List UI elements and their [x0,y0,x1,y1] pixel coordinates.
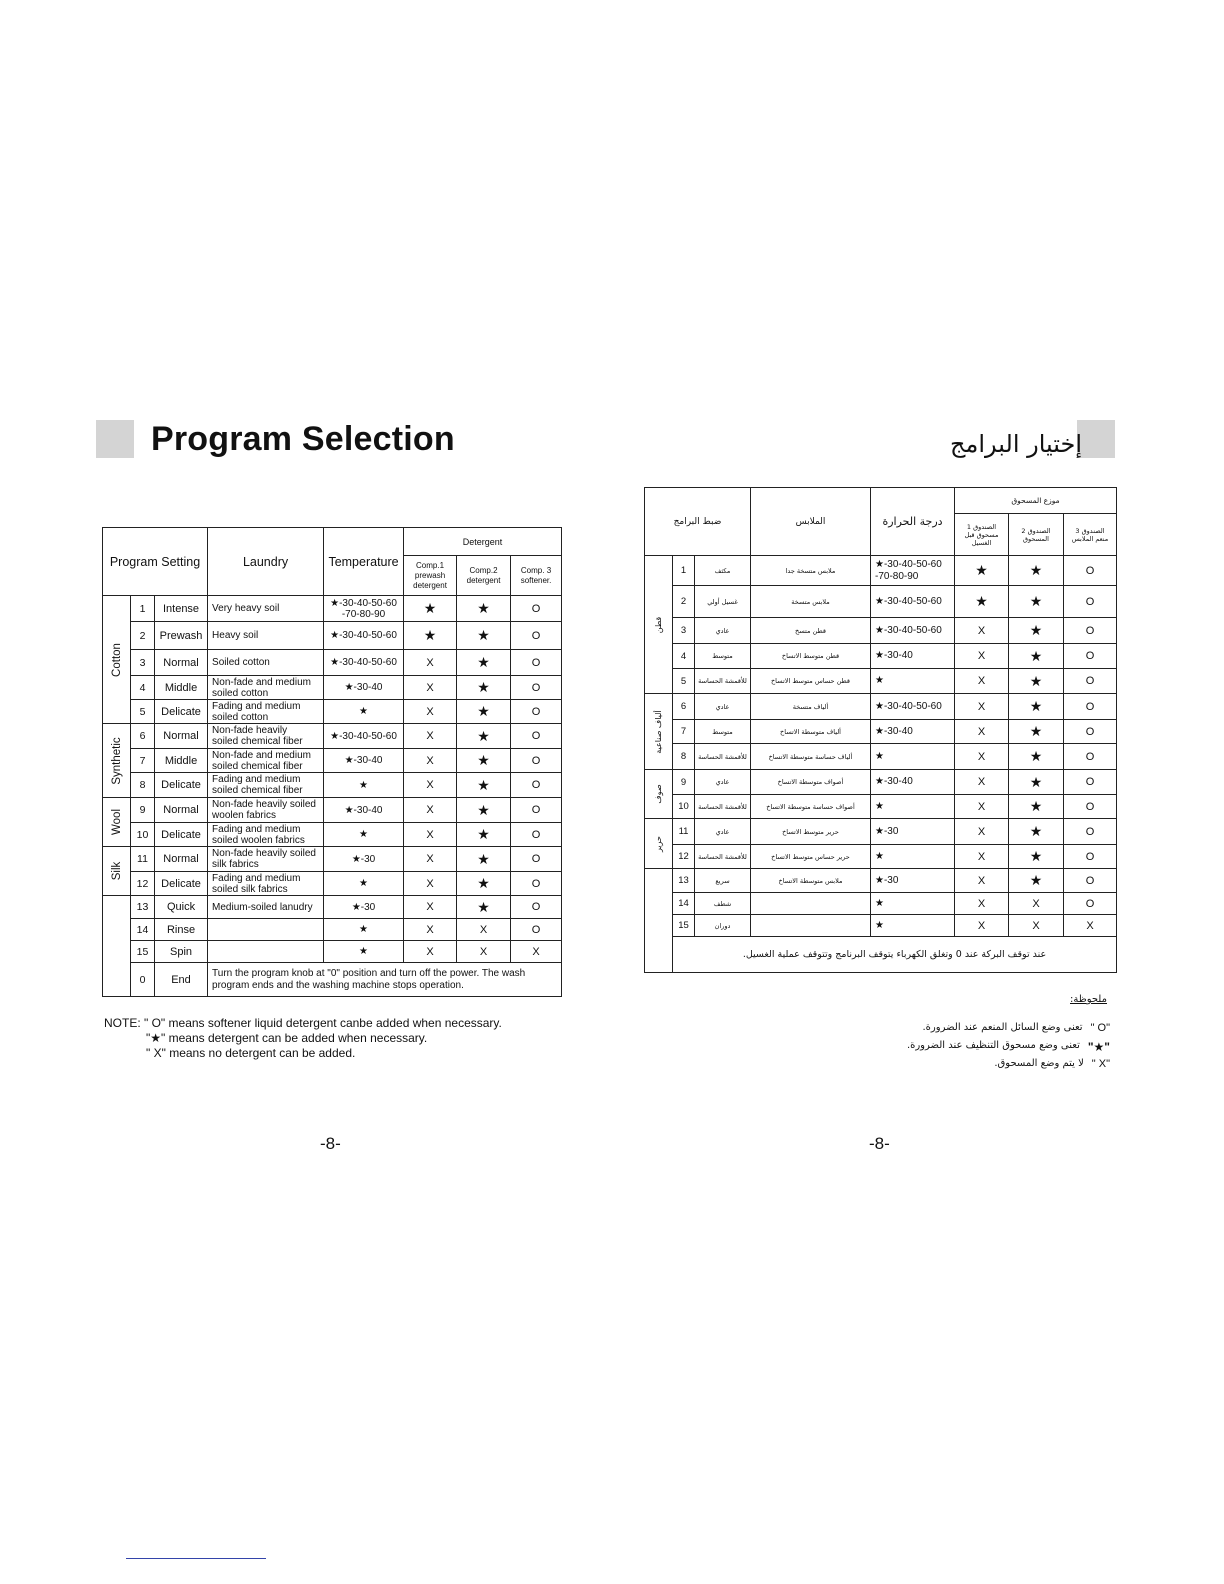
comp3-cell: X [511,941,562,963]
comp3-cell: O [1064,694,1117,720]
program-name: شطف [695,893,751,915]
program-table-arabic [644,487,1117,973]
laundry-cell: أصواف حساسة متوسطة الاتساخ [751,795,871,819]
comp3-cell: O [511,749,562,773]
laundry-cell: Heavy soil [208,622,324,650]
laundry-cell: Fading and medium soiled woolen fabrics [208,823,324,847]
laundry-cell [208,919,324,941]
comp2-cell: ★ [1009,845,1064,869]
page-title: Program Selection [151,420,455,458]
laundry-cell: Non-fade heavily soiled silk fabrics [208,847,324,872]
comp2-cell: X [1009,915,1064,937]
program-name: End [155,963,208,997]
program-name: عادي [695,618,751,644]
notes-arabic [860,1022,1110,1070]
laundry-cell: Very heavy soil [208,596,324,622]
temperature-cell: ★ [871,845,955,869]
temperature-cell: ★-30-40-50-60 [871,586,955,618]
comp3-cell: O [511,773,562,798]
group-label-silk: حرير [653,835,663,852]
comp3-cell: O [511,622,562,650]
program-name: عادي [695,770,751,795]
comp2-cell: ★ [1009,556,1064,586]
table-row [645,556,1117,586]
temperature-cell: ★-30 [324,896,404,919]
table-row [103,872,562,896]
temperature-cell: ★-30-40-50-60 [871,694,955,720]
temperature-cell: ★-30-40 [324,676,404,700]
temperature-cell: ★ [324,773,404,798]
temperature-cell: ★ [871,744,955,770]
laundry-cell: أصواف متوسطة الاتساخ [751,770,871,795]
row-number: 13 [131,896,155,919]
table-row-end [103,963,562,997]
comp2-cell: ★ [457,596,511,622]
temperature-cell: ★ [324,941,404,963]
laundry-cell: Fading and medium soiled cotton [208,700,324,724]
group-label-cell [645,556,673,694]
laundry-cell: حرير متوسط الاتساخ [751,819,871,845]
program-name: متوسط [695,720,751,744]
table-row [103,896,562,919]
header-detergent: Detergent [404,528,562,556]
comp2-cell: ★ [1009,770,1064,795]
table-row [103,622,562,650]
comp2-cell: ★ [1009,869,1064,893]
temperature-cell: ★-30-40-50-60 -70-80-90 [324,596,404,622]
comp3-cell: O [511,724,562,749]
group-label-cell [645,819,673,869]
program-name: للأقمشة الحساسة [695,669,751,694]
table-row [645,720,1117,744]
header-program-setting: Program Setting [103,528,208,596]
comp2-cell: ★ [457,749,511,773]
comp2-cell: ★ [1009,744,1064,770]
note-detergent: "★" means detergent can be added when necessary. [146,1031,428,1045]
header-comp1: Comp.1 prewash detergent [404,556,457,596]
comp1-cell: X [955,869,1009,893]
table-row [103,919,562,941]
row-number: 11 [673,819,695,845]
comp2-cell: ★ [1009,720,1064,744]
row-number: 11 [131,847,155,872]
program-name: Spin [155,941,208,963]
table-row [645,795,1117,819]
header-comp2-ar: الصندوق 2 المسحوق [1009,514,1064,556]
table-row [645,845,1117,869]
table-row [645,669,1117,694]
temperature-cell: ★-30-40-50-60 -70-80-90 [871,556,955,586]
comp1-cell: X [404,749,457,773]
program-name: Middle [155,676,208,700]
comp3-cell: O [511,798,562,823]
group-label-synthetic: Synthetic [110,736,123,785]
comp3-cell: O [1064,720,1117,744]
comp1-cell: X [404,798,457,823]
laundry-cell: ألياف متسخة [751,694,871,720]
table-row [645,893,1117,915]
comp3-cell: O [511,700,562,724]
comp2-cell: ★ [1009,819,1064,845]
comp2-cell: ★ [1009,618,1064,644]
temperature-cell: ★-30-40-50-60 [324,650,404,676]
comp2-cell: ★ [457,676,511,700]
laundry-cell: قطن متسخ [751,618,871,644]
program-name: Delicate [155,823,208,847]
comp1-cell: X [955,819,1009,845]
comp1-cell: ★ [404,622,457,650]
program-name: للأقمشة الحساسة [695,845,751,869]
end-description: Turn the program knob at "0" position and turn off the power. The wash program ends and the washing machine stops operation. [208,963,562,997]
laundry-cell [751,915,871,937]
row-number: 9 [673,770,695,795]
table-row [645,618,1117,644]
laundry-cell: Fading and medium soiled chemical fiber [208,773,324,798]
program-name: Prewash [155,622,208,650]
group-label-cell [103,596,131,724]
group-label-cell [645,770,673,819]
temperature-cell: ★-30-40 [871,720,955,744]
program-name: متوسط [695,644,751,669]
table-row [645,770,1117,795]
laundry-cell: قطن متوسط الاتساخ [751,644,871,669]
header-comp2: Comp.2 detergent [457,556,511,596]
comp1-cell: X [404,919,457,941]
temperature-cell: ★ [324,700,404,724]
comp3-cell: O [1064,556,1117,586]
note-ar-row: تعنى وضع مسحوق التنظيف عند الضرورة. "★" [906,1040,1110,1054]
comp1-cell: ★ [955,586,1009,618]
laundry-cell: Non-fade and medium soiled cotton [208,676,324,700]
notes [104,1016,502,1061]
comp3-cell: O [1064,644,1117,669]
laundry-cell [208,941,324,963]
comp1-cell: X [404,676,457,700]
temperature-cell: ★-30 [871,869,955,893]
row-number: 1 [131,596,155,622]
comp1-cell: X [955,893,1009,915]
laundry-cell: Non-fade and medium soiled chemical fiber [208,749,324,773]
program-name: Normal [155,798,208,823]
program-name: Rinse [155,919,208,941]
row-number: 6 [131,724,155,749]
footer-rule [126,1558,266,1559]
row-number: 2 [673,586,695,618]
group-label-cotton: Cotton [110,642,123,677]
comp2-cell: ★ [457,823,511,847]
comp2-cell: ★ [457,724,511,749]
comp2-cell: ★ [457,872,511,896]
program-name: غسيل أولي [695,586,751,618]
comp1-cell: ★ [955,556,1009,586]
comp1-cell: X [955,720,1009,744]
table-row [103,596,562,622]
row-number: 12 [673,845,695,869]
header-comp3: Comp. 3 softener. [511,556,562,596]
row-number: 4 [131,676,155,700]
temperature-cell: ★ [871,669,955,694]
row-number: 0 [131,963,155,997]
temperature-cell: ★-30-40-50-60 [324,622,404,650]
temperature-cell: ★-30 [324,847,404,872]
program-name: Middle [155,749,208,773]
program-name: للأقمشة الحساسة [695,795,751,819]
header-temperature-ar: درجة الحرارة [871,488,955,556]
comp2-cell: ★ [457,896,511,919]
temperature-cell: ★ [871,915,955,937]
program-name: للأقمشة الحساسة [695,744,751,770]
notes-title-arabic: ملحوظة: [1070,994,1107,1005]
laundry-cell [751,893,871,915]
table-row [103,749,562,773]
group-label-cell [103,724,131,798]
row-number: 3 [673,618,695,644]
program-name: Quick [155,896,208,919]
temperature-cell: ★-30-40-50-60 [871,618,955,644]
table-row [103,798,562,823]
end-description: عند توقف البركة عند 0 وتغلق الكهرباء يتوقف البرنامج وتتوقف عملية الغسيل. [673,937,1117,973]
comp2-cell: X [1009,893,1064,915]
row-number: 10 [673,795,695,819]
row-number: 14 [131,919,155,941]
table-row [103,941,562,963]
comp3-cell: O [511,650,562,676]
comp1-cell: X [404,941,457,963]
temperature-cell: ★-30 [871,819,955,845]
page-title-arabic: إختيار البرامج [950,430,1082,458]
comp3-cell: O [1064,845,1117,869]
table-row [645,694,1117,720]
comp3-cell: O [1064,869,1117,893]
comp2-cell: ★ [457,622,511,650]
temperature-cell: ★ [324,823,404,847]
temperature-cell: ★ [871,893,955,915]
header-temperature: Temperature [324,528,404,596]
comp1-cell: X [404,773,457,798]
title-marker-block [96,420,134,458]
program-name: سريع [695,869,751,893]
comp1-cell: X [955,744,1009,770]
table-row [103,847,562,872]
laundry-cell: حرير حساس متوسط الاتساخ [751,845,871,869]
comp2-cell: ★ [457,700,511,724]
comp1-cell: X [404,650,457,676]
comp3-cell: O [1064,744,1117,770]
group-label-wool: Wool [110,809,123,835]
laundry-cell: قطن حساس متوسط الاتساخ [751,669,871,694]
comp1-cell: X [404,724,457,749]
comp3-cell: O [511,676,562,700]
comp2-cell: ★ [457,773,511,798]
header-comp1-ar: الصندوق 1 مسحوق قبل الغسيل [955,514,1009,556]
comp1-cell: X [955,644,1009,669]
temperature-cell: ★ [324,872,404,896]
laundry-cell: ملابس متسخة [751,586,871,618]
note-softener: NOTE: " O" means softener liquid detergent canbe added when necessary. [104,1016,502,1030]
row-number: 3 [131,650,155,676]
row-number: 2 [131,622,155,650]
program-name: مكثف [695,556,751,586]
comp3-cell: O [511,896,562,919]
header-program-ar: ضبط البرامج [645,488,751,556]
program-name: عادي [695,694,751,720]
comp2-cell: ★ [1009,669,1064,694]
row-number: 5 [673,669,695,694]
comp1-cell: X [955,770,1009,795]
comp3-cell: O [1064,586,1117,618]
group-label-cell [645,694,673,770]
comp3-cell: O [1064,770,1117,795]
program-name: Normal [155,847,208,872]
row-number: 8 [673,744,695,770]
comp3-cell: O [1064,819,1117,845]
comp3-cell: O [1064,669,1117,694]
comp2-cell: ★ [457,798,511,823]
table-row [645,869,1117,893]
comp3-cell: O [511,823,562,847]
comp3-cell: O [511,919,562,941]
laundry-cell: ملابس متسخة جدا [751,556,871,586]
row-number: 7 [673,720,695,744]
row-number: 7 [131,749,155,773]
comp1-cell: X [955,795,1009,819]
program-name: Intense [155,596,208,622]
program-name: دوران [695,915,751,937]
program-name: Delicate [155,872,208,896]
comp2-cell: ★ [1009,694,1064,720]
comp1-cell: X [404,896,457,919]
comp1-cell: X [404,700,457,724]
note-ar-row: لا يتم وضع المسحوق. " X" [994,1058,1110,1070]
program-name: عادي [695,819,751,845]
header-laundry: Laundry [208,528,324,596]
table-row [645,819,1117,845]
comp2-cell: ★ [1009,586,1064,618]
laundry-cell: Non-fade heavily soiled woolen fabrics [208,798,324,823]
comp1-cell: ★ [404,596,457,622]
row-number: 15 [131,941,155,963]
comp3-cell: O [511,596,562,622]
group-label-cell [103,896,131,997]
row-number: 4 [673,644,695,669]
comp2-cell: ★ [1009,644,1064,669]
comp1-cell: X [955,694,1009,720]
title-marker-block-right [1077,420,1115,458]
comp1-cell: X [404,847,457,872]
laundry-cell: ألياف حساسة متوسطة الاتساخ [751,744,871,770]
header-laundry-ar: الملابس [751,488,871,556]
table-row [103,773,562,798]
table-row [103,676,562,700]
row-number: 15 [673,915,695,937]
group-label-wool: صوف [653,784,663,804]
header-detergent-ar: موزع المسحوق [955,488,1117,514]
comp2-cell: X [457,919,511,941]
temperature-cell: ★-30-40 [324,798,404,823]
table-row [103,650,562,676]
group-label-cell [103,798,131,847]
group-label-silk: Silk [110,861,123,881]
row-number: 8 [131,773,155,798]
row-number: 1 [673,556,695,586]
program-name: Delicate [155,700,208,724]
comp1-cell: X [955,618,1009,644]
note-no-detergent: " X" means no detergent can be added. [146,1046,356,1060]
temperature-cell: ★-30-40 [871,644,955,669]
group-label-cell [103,847,131,896]
table-row [645,644,1117,669]
table-row [645,915,1117,937]
laundry-cell: Non-fade heavily soiled chemical fiber [208,724,324,749]
row-number: 10 [131,823,155,847]
laundry-cell: Fading and medium soiled silk fabrics [208,872,324,896]
temperature-cell: ★-30-40 [871,770,955,795]
table-row [645,586,1117,618]
comp3-cell: O [511,847,562,872]
row-number: 9 [131,798,155,823]
temperature-cell: ★-30-40 [324,749,404,773]
table-row [103,724,562,749]
comp3-cell: O [1064,795,1117,819]
group-label-cell [645,869,673,973]
row-number: 5 [131,700,155,724]
comp3-cell: O [1064,893,1117,915]
program-name: Delicate [155,773,208,798]
table-row [103,700,562,724]
table-row [103,823,562,847]
comp1-cell: X [404,823,457,847]
row-number: 14 [673,893,695,915]
comp1-cell: X [955,669,1009,694]
laundry-cell: Soiled cotton [208,650,324,676]
comp3-cell: O [511,872,562,896]
program-name: Normal [155,724,208,749]
group-label-cotton: قطن [653,616,663,633]
temperature-cell: ★ [871,795,955,819]
comp2-cell: ★ [457,847,511,872]
temperature-cell: ★ [324,919,404,941]
comp2-cell: ★ [1009,795,1064,819]
group-label-synthetic: ألياف صناعية [653,709,663,754]
page-number-right: -8- [869,1134,890,1153]
temperature-cell: ★-30-40-50-60 [324,724,404,749]
page-number-left: -8- [320,1134,341,1153]
comp1-cell: X [955,915,1009,937]
table-row-end [645,937,1117,973]
header-comp3-ar: الصندوق 3 منعم الملابس [1064,514,1117,556]
row-number: 12 [131,872,155,896]
row-number: 13 [673,869,695,893]
comp3-cell: X [1064,915,1117,937]
note-ar-row: تعنى وضع السائل المنعم عند الضرورة. " O" [922,1022,1110,1034]
laundry-cell: ألياف متوسطة الاتساخ [751,720,871,744]
laundry-cell: Medium-soiled lanudry [208,896,324,919]
comp1-cell: X [955,845,1009,869]
comp1-cell: X [404,872,457,896]
comp2-cell: X [457,941,511,963]
program-name: Normal [155,650,208,676]
comp3-cell: O [1064,618,1117,644]
program-table [102,527,562,997]
laundry-cell: ملابس متوسطة الاتساخ [751,869,871,893]
row-number: 6 [673,694,695,720]
comp2-cell: ★ [457,650,511,676]
table-row [645,744,1117,770]
